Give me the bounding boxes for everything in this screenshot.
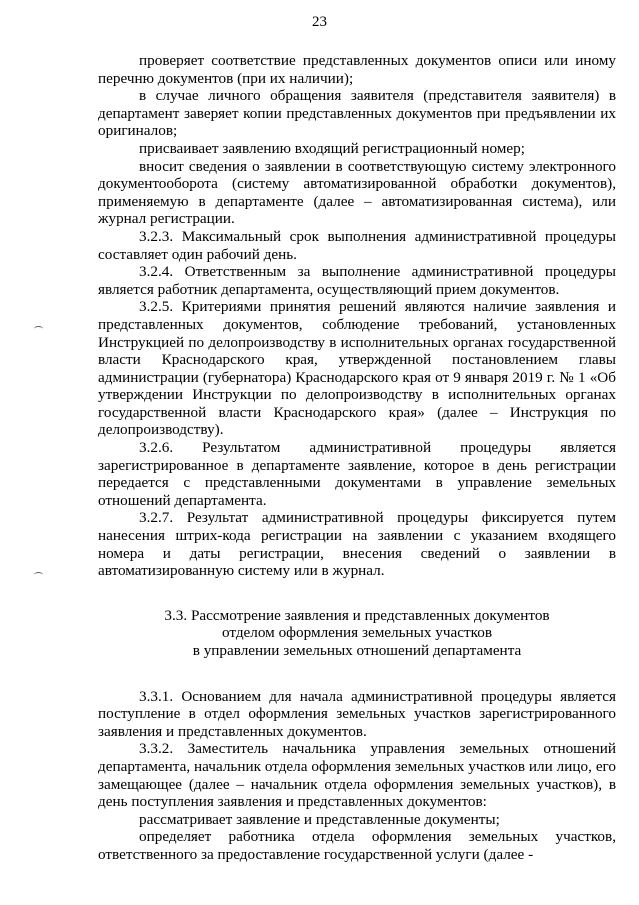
paragraph: 3.2.7. Результат административной процедуры фиксируется путем нанесения штрих-кода регистрации на заявлении с указанием входящего номера и даты регистрации, внесения сведений о заявлении в автоматизированную систему или в журнал. — [98, 509, 616, 580]
paragraph: 3.2.3. Максимальный срок выполнения административной процедуры составляет один рабочий день. — [98, 227, 616, 263]
margin-mark — [34, 326, 43, 332]
heading-line: отделом оформления земельных участков — [222, 624, 492, 642]
heading-line: в управлении земельных отношений департамента — [192, 642, 522, 659]
paragraph: 3.3.2. Заместитель начальника управления земельных отношений департамента, начальник отдела оформления земельных участков или лицо, его замещающее (далее – начальник отдела оформления земельных участков), в день поступления заявления и представленных документов: — [98, 740, 616, 811]
heading-line: 3.3. Рассмотрение заявления и представленных документов — [164, 606, 550, 624]
paragraph: 3.2.6. Результатом административной процедуры является зарегистрированное в департаменте заявление, которое в день регистрации передается с представленными документами в управление земельных отношений департамента. — [98, 439, 616, 509]
margin-mark — [34, 572, 43, 578]
paragraph: рассматривает заявление и представленные документы; — [139, 810, 500, 828]
section-heading — [98, 607, 616, 660]
paragraph: в случае личного обращения заявителя (представителя заявителя) в департамент заверяет копии представленных документов при предъявлении их оригиналов; — [98, 87, 616, 140]
paragraph: определяет работника отдела оформления земельных участков, ответственного за предоставление государственной услуги (далее - — [98, 828, 616, 863]
document-body — [98, 52, 616, 864]
paragraph: 3.2.5. Критериями принятия решений являются наличие заявления и представленных документов, соблюдение требований, установленных Инструкцией по делопроизводству в исполнительных органах государственной власти Краснодарского края, утвержденной постановлением главы администрации (губернатора) Краснодарского края от 9 января 2019 г. № 1 «Об утверждении Инструкции по делопроизводству в исполнительных органах государственной власти Краснодарского края» (далее – Инструкция по делопроизводству). — [98, 298, 616, 439]
paragraph: 3.2.4. Ответственным за выполнение административной процедуры является работник департамента, осуществляющий прием документов. — [98, 263, 616, 298]
paragraph: проверяет соответствие представленных документов описи или иному перечню документов (при их наличии); — [98, 52, 616, 87]
paragraph: 3.3.1. Основанием для начала административной процедуры является поступление в отдел оформления земельных участков зарегистрированного заявления и представленных документов. — [98, 687, 616, 740]
paragraph: вносит сведения о заявлении в соответствующую систему электронного документооборота (систему автоматизированной обработки документов), применяемую в департаменте (далее – автоматизированная система), или журнал регистрации. — [98, 157, 616, 228]
page-number: 23 — [312, 14, 327, 30]
paragraph: присваивает заявлению входящий регистрационный номер; — [139, 139, 525, 157]
